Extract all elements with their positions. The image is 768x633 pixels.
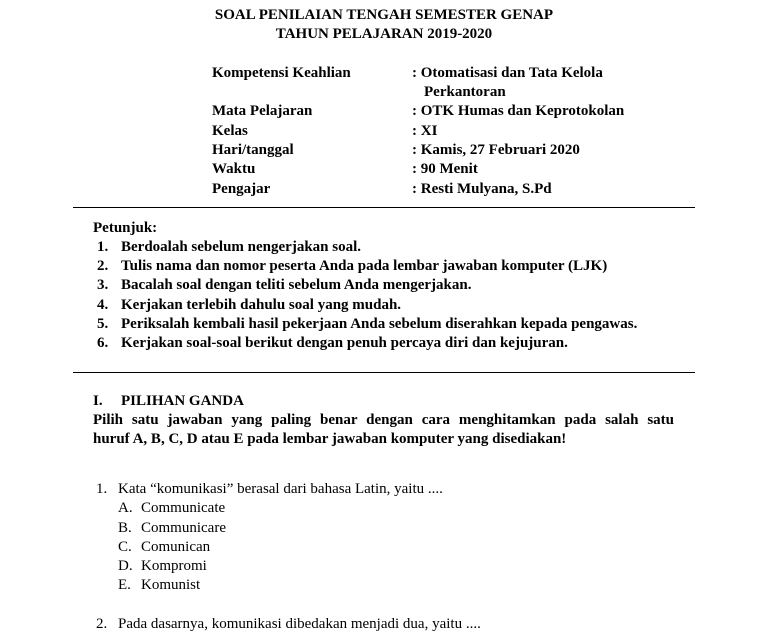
identity-value: : XI	[412, 123, 438, 139]
question-number: 2.	[96, 616, 108, 632]
instructions-heading: Petunjuk:	[93, 220, 158, 236]
option-text: Komunist	[141, 577, 201, 593]
instruction-number: 2.	[97, 258, 109, 274]
identity-label: Mata Pelajaran	[212, 103, 313, 119]
identity-value: : 90 Menit	[412, 161, 478, 177]
section-title: PILIHAN GANDA	[121, 393, 244, 409]
option-text: Kompromi	[141, 558, 207, 574]
identity-value: : Kamis, 27 Februari 2020	[412, 142, 580, 158]
option-letter: C.	[118, 539, 132, 555]
identity-label: Pengajar	[212, 181, 271, 197]
option-letter: E.	[118, 577, 131, 593]
instruction-number: 3.	[97, 277, 109, 293]
instruction-text: Berdoalah sebelum nengerjakan soal.	[121, 239, 362, 255]
instruction-text: Tulis nama dan nomor peserta Anda pada lembar jawaban komputer (LJK)	[121, 258, 608, 274]
instruction-number: 5.	[97, 316, 109, 332]
identity-value: : OTK Humas dan Keprotokolan	[412, 103, 625, 119]
identity-label: Kelas	[212, 123, 248, 139]
instruction-number: 6.	[97, 335, 109, 351]
identity-label: Hari/tanggal	[212, 142, 294, 158]
question-number: 1.	[96, 481, 108, 497]
document-title: SOAL PENILAIAN TENGAH SEMESTER GENAP	[214, 7, 554, 23]
option-text: Comunican	[141, 539, 211, 555]
option-letter: A.	[118, 500, 133, 516]
identity-label: Waktu	[212, 161, 256, 177]
instruction-text: Kerjakan soal-soal berikut dengan penuh percaya diri dan kejujuran.	[121, 335, 568, 351]
section-number: I.	[93, 393, 103, 409]
option-letter: B.	[118, 520, 132, 536]
section-directions: huruf A, B, C, D atau E pada lembar jawaban komputer yang disediakan!	[93, 431, 567, 447]
identity-value: : Otomatisasi dan Tata Kelola	[412, 65, 603, 81]
question-text: Kata “komunikasi” berasal dari bahasa Latin, yaitu ....	[118, 481, 443, 497]
identity-label: Kompetensi Keahlian	[212, 65, 351, 81]
instruction-text: Kerjakan terlebih dahulu soal yang mudah.	[121, 297, 402, 313]
option-letter: D.	[118, 558, 133, 574]
instruction-text: Periksalah kembali hasil pekerjaan Anda sebelum diserahkan kepada pengawas.	[121, 316, 638, 332]
section-directions: Pilih satu jawaban yang paling benar dengan cara menghitamkan pada salah satu	[93, 412, 674, 428]
divider	[73, 372, 695, 373]
option-text: Communicare	[141, 520, 226, 536]
option-text: Communicate	[141, 500, 226, 516]
instruction-text: Bacalah soal dengan teliti sebelum Anda mengerjakan.	[121, 277, 472, 293]
document-subtitle: TAHUN PELAJARAN 2019-2020	[275, 26, 493, 42]
instruction-number: 4.	[97, 297, 109, 313]
identity-value: : Resti Mulyana, S.Pd	[412, 181, 552, 197]
identity-value-continued: Perkantoran	[424, 84, 506, 100]
question-text: Pada dasarnya, komunikasi dibedakan menjadi dua, yaitu ....	[118, 616, 481, 632]
instruction-number: 1.	[97, 239, 109, 255]
divider	[73, 207, 695, 208]
